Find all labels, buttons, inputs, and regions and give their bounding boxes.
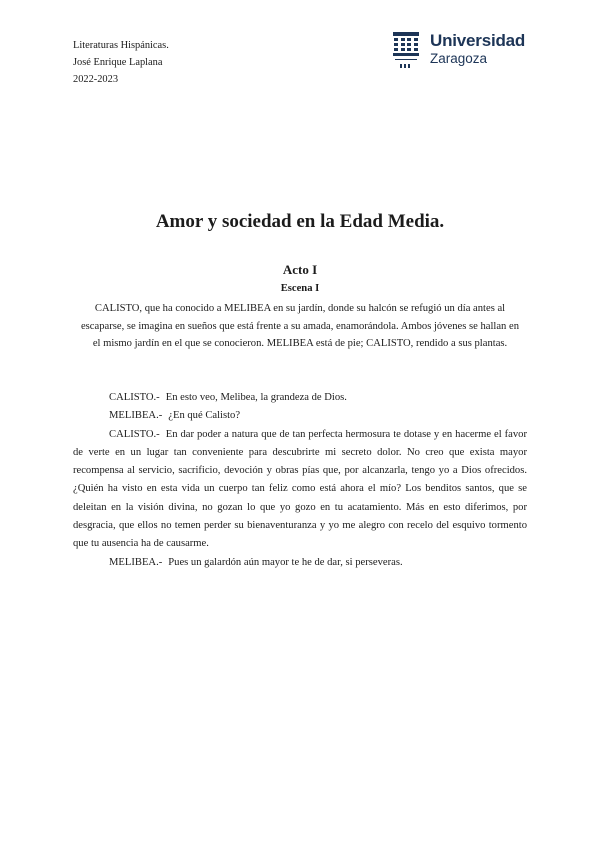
header-info: [73, 37, 169, 88]
speaker-name: CALISTO.-: [109, 392, 160, 403]
dialogue-text: En dar poder a natura que de tan perfecta hermosura te dotase y en hacerme el favor de verte en un lugar tan conveniente para descubrirte mi secreto dolor. No creo que exista mayor recompensa al servicio, sacrificio, devoción y obras pías que, por alcanzarla, tengo yo a Dios ofrecidos. ¿Quién ha visto en esta vida un cuerpo tan feliz como está ahora el mío? Los benditos santos, que se deleitan en la visión divina, no gozan lo que yo gozo en tu acatamiento. Más en esto diferimos, por desgracia, que ellos no temen perder su bienaventuranza y yo me alegro con recelo del esquivo tormento que tu ausencia ha de causarme.: [73, 428, 527, 550]
university-logo: [392, 31, 532, 75]
act-heading: Acto I: [282, 262, 318, 277]
dialogue-text: En esto veo, Melibea, la grandeza de Dios.: [165, 392, 347, 403]
dialogue-text: Pues un galardón aún mayor te he de dar, si perseveras.: [168, 556, 403, 568]
speaker-name: CALISTO.-: [109, 428, 160, 440]
logo-line-1: Universidad: [430, 31, 526, 50]
logo-line-2: Zaragoza: [430, 51, 488, 66]
dialogue-line: [73, 426, 527, 554]
dialogue-line: [73, 554, 527, 572]
dialogue: [73, 389, 527, 572]
course-name: Literaturas Hispánicas.: [73, 40, 169, 51]
university-crest-icon: [392, 31, 420, 71]
academic-year: 2022-2023: [73, 74, 119, 85]
stage-direction: CALISTO, que ha conocido a MELIBEA en su jardín, donde su halcón se refugió un día antes al escaparse, se imagina en sueños que está frente a su amada, enamorándola. Ambos jóvenes se hallan en el mismo jardín en el que se conocieron. MELIBEA está de pie; CALISTO, rendido a sus plantas.: [80, 303, 519, 349]
dialogue-text: ¿En qué Calisto?: [168, 410, 241, 422]
logo-text: [430, 31, 525, 66]
author-name: José Enrique Laplana: [73, 57, 163, 68]
scene-heading: Escena I: [280, 283, 320, 294]
speaker-name: MELIBEA.-: [109, 410, 163, 422]
page-title: Amor y sociedad en la Edad Media.: [155, 211, 445, 232]
speaker-name: MELIBEA.-: [109, 556, 163, 568]
dialogue-line: [73, 389, 527, 407]
dialogue-line: [73, 407, 527, 425]
